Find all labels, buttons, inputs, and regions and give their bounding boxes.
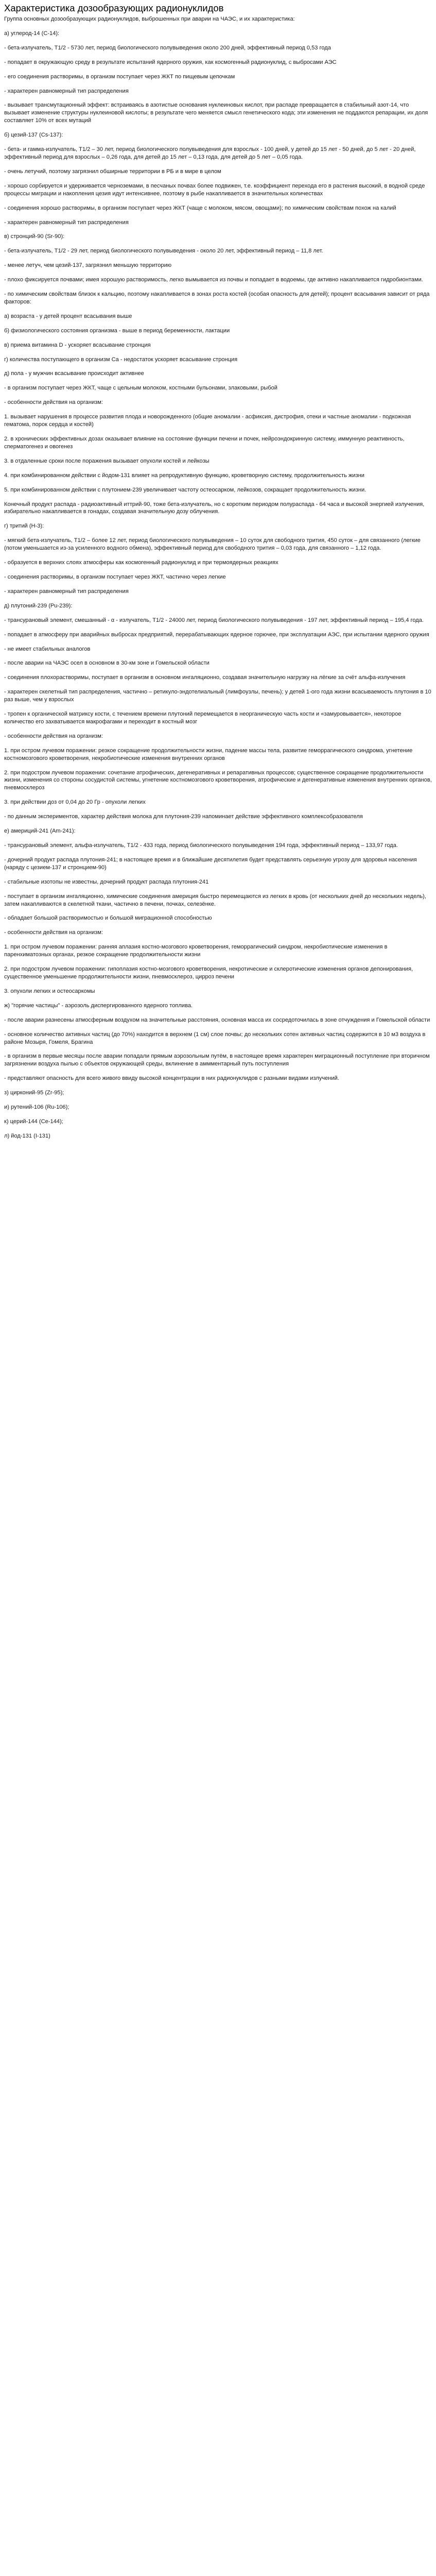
paragraph: 1. при остром лучевом поражении: ранняя аплазия костно-мозгового кроветворения, геморрагический синдром, некробиотические изменения в паренхиматозных органах, резкое сокращение продолжительности жизни: [4, 944, 388, 958]
paragraph: - соединения плохорастворимы, поступает в организм в основном ингаляционно, создавая значительную нагрузку на лёгкие за счёт альфа-излучения: [4, 674, 406, 681]
page-title: Характеристика дозообразующих радионуклидов: [4, 3, 224, 13]
paragraph: 3. опухоли легких и остеосаркомы: [4, 988, 95, 994]
paragraph: - характерен равномерный тип распределения: [4, 88, 129, 94]
paragraph: - обладает большой растворимостью и большой миграционной способностью: [4, 915, 212, 922]
paragraph: в) стронций-90 (Sr-90):: [4, 233, 65, 240]
paragraph: - мягкий бета-излучатель, Т1/2 – более 12 лет, период биологического полувыведения – 10 суток для свободного трития, 450 суток – для связанного (легкие (потом уменьшается из-за усиленного водного обмена), эффективный период для свободного трития – 0,03 года, для связанного – 1,12 года.: [4, 537, 421, 552]
paragraph: - попадает в атмосферу при аварийных выбросах предприятий, перерабатывающих ядерное горючее, при эксплуатации АЭС, при испытании ядерного оружия: [4, 631, 429, 638]
paragraph: - тропен к органической матриксу кости, с течением времени плутоний перемещается в неорганическую часть кости и «замуровывается», некоторое количество его захватывается макрофагами и переходит в костный мозг: [4, 711, 402, 725]
paragraph: б) цезий-137 (Cs-137):: [4, 132, 63, 139]
paragraph: - соединения растворимы, в организм поступает через ЖКТ, частично через легкие: [4, 573, 226, 580]
paragraph: - вызывает трансмутационный эффект: встраиваясь в азотистые основания нуклеиновых кислот, при распаде превращается в стабильный азот-14, что вызывает изменение структуры нуклеиновой кислоты; в результате чего меняется смысл генетического кода; эти изменения не поддаются репарации, их доля составляет 10% от всех мутаций: [4, 102, 428, 124]
paragraph: и) рутений-106 (Ru-106);: [4, 1104, 69, 1111]
paragraph: - по данным экспериментов, характер действия молока для плутония-239 напоминает действие эффективного комплексобразователя: [4, 814, 363, 820]
paragraph: - характерен равномерный тип распределения: [4, 588, 129, 595]
paragraph: - дочерний продукт распада плутония-241; в настоящее время и в ближайшие десятилетия будет представлять серьезную угрозу для здоровья населения (наряду с цезием-137 и стронцием-90): [4, 856, 417, 871]
paragraph: - в организм поступает через ЖКТ, чаще с цельным молоком, костными бульонами, злаковыми, рыбой: [4, 385, 277, 392]
paragraph: д) плутоний-239 (Pu-239):: [4, 602, 73, 609]
paragraph: - в организм в первые месяцы после аварии попадали прямым аэрозольным путём, в настоящее время характерен миграционный поступление при вторичном загрязнении воздуха пылью с объектов окружающей среды, вклинение в аммментарный путь поступления: [4, 1053, 430, 1067]
paragraph: 3. при действии доз от 0,04 до 20 Гр - опухоли легких: [4, 799, 146, 806]
paragraph: 3. в отдаленные сроки после поражения вызывает опухоли костей и лейкозы: [4, 457, 210, 464]
document-page: [0, 0, 436, 1145]
paragraph: к) церий-144 (Ce-144);: [4, 1118, 63, 1125]
paragraph: Конечный продукт распада - радиоактивный иттрий-90, тоже бета-излучатель, но с коротким периодом полураспада - 64 часа и высокой энергией излучения, избирательно накапливается в гонадах, создавая значительную дозу облучения.: [4, 501, 425, 515]
paragraph: 2. при подостром лучевом поражении: сочетание атрофических, дегенеративных и репаративных процессов; существенное сокращение продолжительности жизни, изменения со стороны сосудистой системы, угнетение костномозгового кроветворения, атрофические и дегенеративные изменения внутренних органов, пневмосклероз: [4, 769, 432, 791]
paragraph: - бета- и гамма-излучатель, Т1/2 – 30 лет, период биологического полувыведения для взрослых - 100 дней, у детей до 15 лет - 50 дней, до 5 лет - 20 дней, эффективный период для взрослых – 0,26 года, для детей до 15 лет – 0,13 года, для детей до 5 лет – 0,05 года.: [4, 146, 416, 160]
paragraph: - соединения хорошо растворимы, в организм поступает через ЖКТ (чаще с молоком, мясом, овощами); по химическим свойствам похож на калий: [4, 205, 396, 211]
paragraph: - трансурановый элемент, альфа-излучатель, Т1/2 - 433 года, период биологического полувыведения 194 года, эффективный период – 133,97 года.: [4, 842, 398, 849]
paragraph: - не имеет стабильных аналогов: [4, 646, 91, 652]
paragraph: - по химическим свойствам близок к кальцию, поэтому накапливается в зонах роста костей (особая опасность для детей); процент всасывания зависит от ряда факторов:: [4, 291, 430, 305]
paragraph: - после аварии разнесены атмосферным воздухом на значительные расстояния, основная масса их сосредоточилась в зоне отчуждения и Гомельской области: [4, 1016, 430, 1023]
paragraph: 1. при остром лучевом поражении: резкое сокращение продолжительности жизни, падение массы тела, развитие геморрагического синдрома, угнетение костномозгового кроветворения, некробиотические изменения внутренних органов: [4, 747, 413, 761]
paragraph: - стабильные изотопы не известны, дочерний продукт распада плутония-241: [4, 878, 209, 885]
paragraph: - особенности действия на организм:: [4, 399, 103, 406]
paragraph: л) йод-131 (I-131): [4, 1132, 50, 1139]
paragraph: в) приема витамина D - ускоряет всасывание стронция: [4, 342, 151, 348]
paragraph: д) пола - у мужчин всасывание происходит активнее: [4, 370, 144, 377]
paragraph: - образуется в верхних слоях атмосферы как космогенный радионуклид и при термоядерных реакциях: [4, 560, 278, 566]
paragraph: - основное количество активных частиц (до 70%) находится в верхнем (1 см) слое почвы; до нескольких сотен активных частиц содержится в 10 м3 воздуха в районе Мозыря, Гомеля, Брагина: [4, 1031, 426, 1045]
paragraph: - трансурановый элемент, смешанный - α - излучатель, Т1/2 - 24000 лет, период биологического полувыведения - 197 лет, эффективный период – 195,4 года.: [4, 617, 424, 623]
paragraph: 2. в хронических эффективных дозах оказывает влияние на состояние функции печени и почек, нейроэндокринную систему, иммунную реактивность, сперматогенез и овогенез: [4, 436, 405, 450]
paragraph: ж) "горячие частицы" - аэрозоль диспергированного ядерного топлива.: [4, 1002, 193, 1009]
paragraph: - характерен равномерный тип распределения: [4, 219, 129, 226]
paragraph: 1. вызывает нарушения в процессе развития плода и новорожденного (общие аномалии - асфиксия, дистрофия, отеки и частные аномалии - подкожная гематома, порок сердца и костей): [4, 414, 411, 428]
paragraph: - представляют опасность для всего живого ввиду высокой концентрации в них радионуклидов с разными видами излучений.: [4, 1075, 339, 1082]
paragraph: г) тритий (H-3):: [4, 523, 44, 530]
paragraph: б) физиологического состояния организма - выше в период беременности, лактации: [4, 327, 230, 334]
document-body: [4, 15, 432, 1140]
paragraph: г) количества поступающего в организм Ca - недостаток ускоряет всасывание стронция: [4, 356, 238, 363]
paragraph: 5. при комбинированном действии с плутонием-239 увеличивает частоту остеосарком, лейкозов, сокращает продолжительность жизни.: [4, 486, 367, 493]
paragraph: - менее летуч, чем цезий-137, загрязнил меньшую территорию: [4, 262, 172, 269]
paragraph: е) америций-241 (Am-241):: [4, 828, 76, 835]
paragraph: а) возраста - у детей процент всасывания выше: [4, 313, 132, 319]
paragraph: 4. при комбинированном действии с йодом-131 влияет на репродуктивную функцию, кроветворную систему, продолжительность жизни: [4, 472, 364, 479]
paragraph: - особенности действия на организм:: [4, 733, 103, 739]
paragraph: - бета-излучатель, Т1/2 - 5730 лет, период биологического полувыведения около 200 дней, эффективный период 0,53 года: [4, 44, 331, 51]
paragraph: - бета-излучатель, Т1/2 - 29 лет, период биологического полувыведения - около 20 лет, эффективный период – 11,8 лет.: [4, 248, 323, 255]
paragraph: - плохо фиксируется почвами; имея хорошую растворимость, легко вымывается из почвы и попадает в водоемы, где активно накапливается гидробионтами.: [4, 277, 423, 283]
paragraph: - поступает в организм ингаляционно, химические соединения америция быстро перемещаются из легких в кровь (от нескольких дней до нескольких недель), затем накапливаются в скелетной ткани, частично в печени, почках, селезёнке.: [4, 893, 426, 907]
paragraph: з) цирконий-95 (Zr-95);: [4, 1090, 64, 1096]
paragraph: - хорошо сорбируется и удерживается черноземами, в песчаных почвах более подвижен, т.е. коэффициент перехода его в растения высокий, в водной среде процессы миграции и накопления цезия идут интенсивнее, поэтому в рыбе накапливается в значительных количествах: [4, 182, 425, 197]
paragraph: - после аварии на ЧАЭС осел в основном в 30-км зоне и Гомельской области: [4, 660, 210, 667]
paragraph: - очень летучий, поэтому загрязнил обширные территории в РБ и в мире в целом: [4, 168, 221, 175]
paragraph: - характерен скелетный тип распределения, частично – ретикуло-эндотелиальный (лимфоузлы, печень); у детей 1-ого года жизни всасываемость плутония в 10 раз выше, чем у взрослых: [4, 689, 431, 703]
paragraph: - попадает в окружающую среду в результате испытаний ядерного оружия, как космогенный радионуклид, с выбросами АЭС: [4, 59, 337, 65]
paragraph: а) углерод-14 (С-14):: [4, 30, 60, 37]
paragraph: - его соединения растворимы, в организм поступает через ЖКТ по пищевым цепочкам: [4, 73, 235, 80]
paragraph: - особенности действия на организм:: [4, 929, 103, 936]
paragraph: Группа основных дозообразующих радионуклидов, выброшенных при аварии на ЧАЭС, и их характеристика:: [4, 16, 295, 22]
paragraph: 2. при подостром лучевом поражении: гипоплазия костно-мозгового кроветворения, некротические и склеротические изменения органов депонирования, существенное уменьшение продолжительности жизни, пневмосклероз, цирроз печени: [4, 966, 413, 980]
